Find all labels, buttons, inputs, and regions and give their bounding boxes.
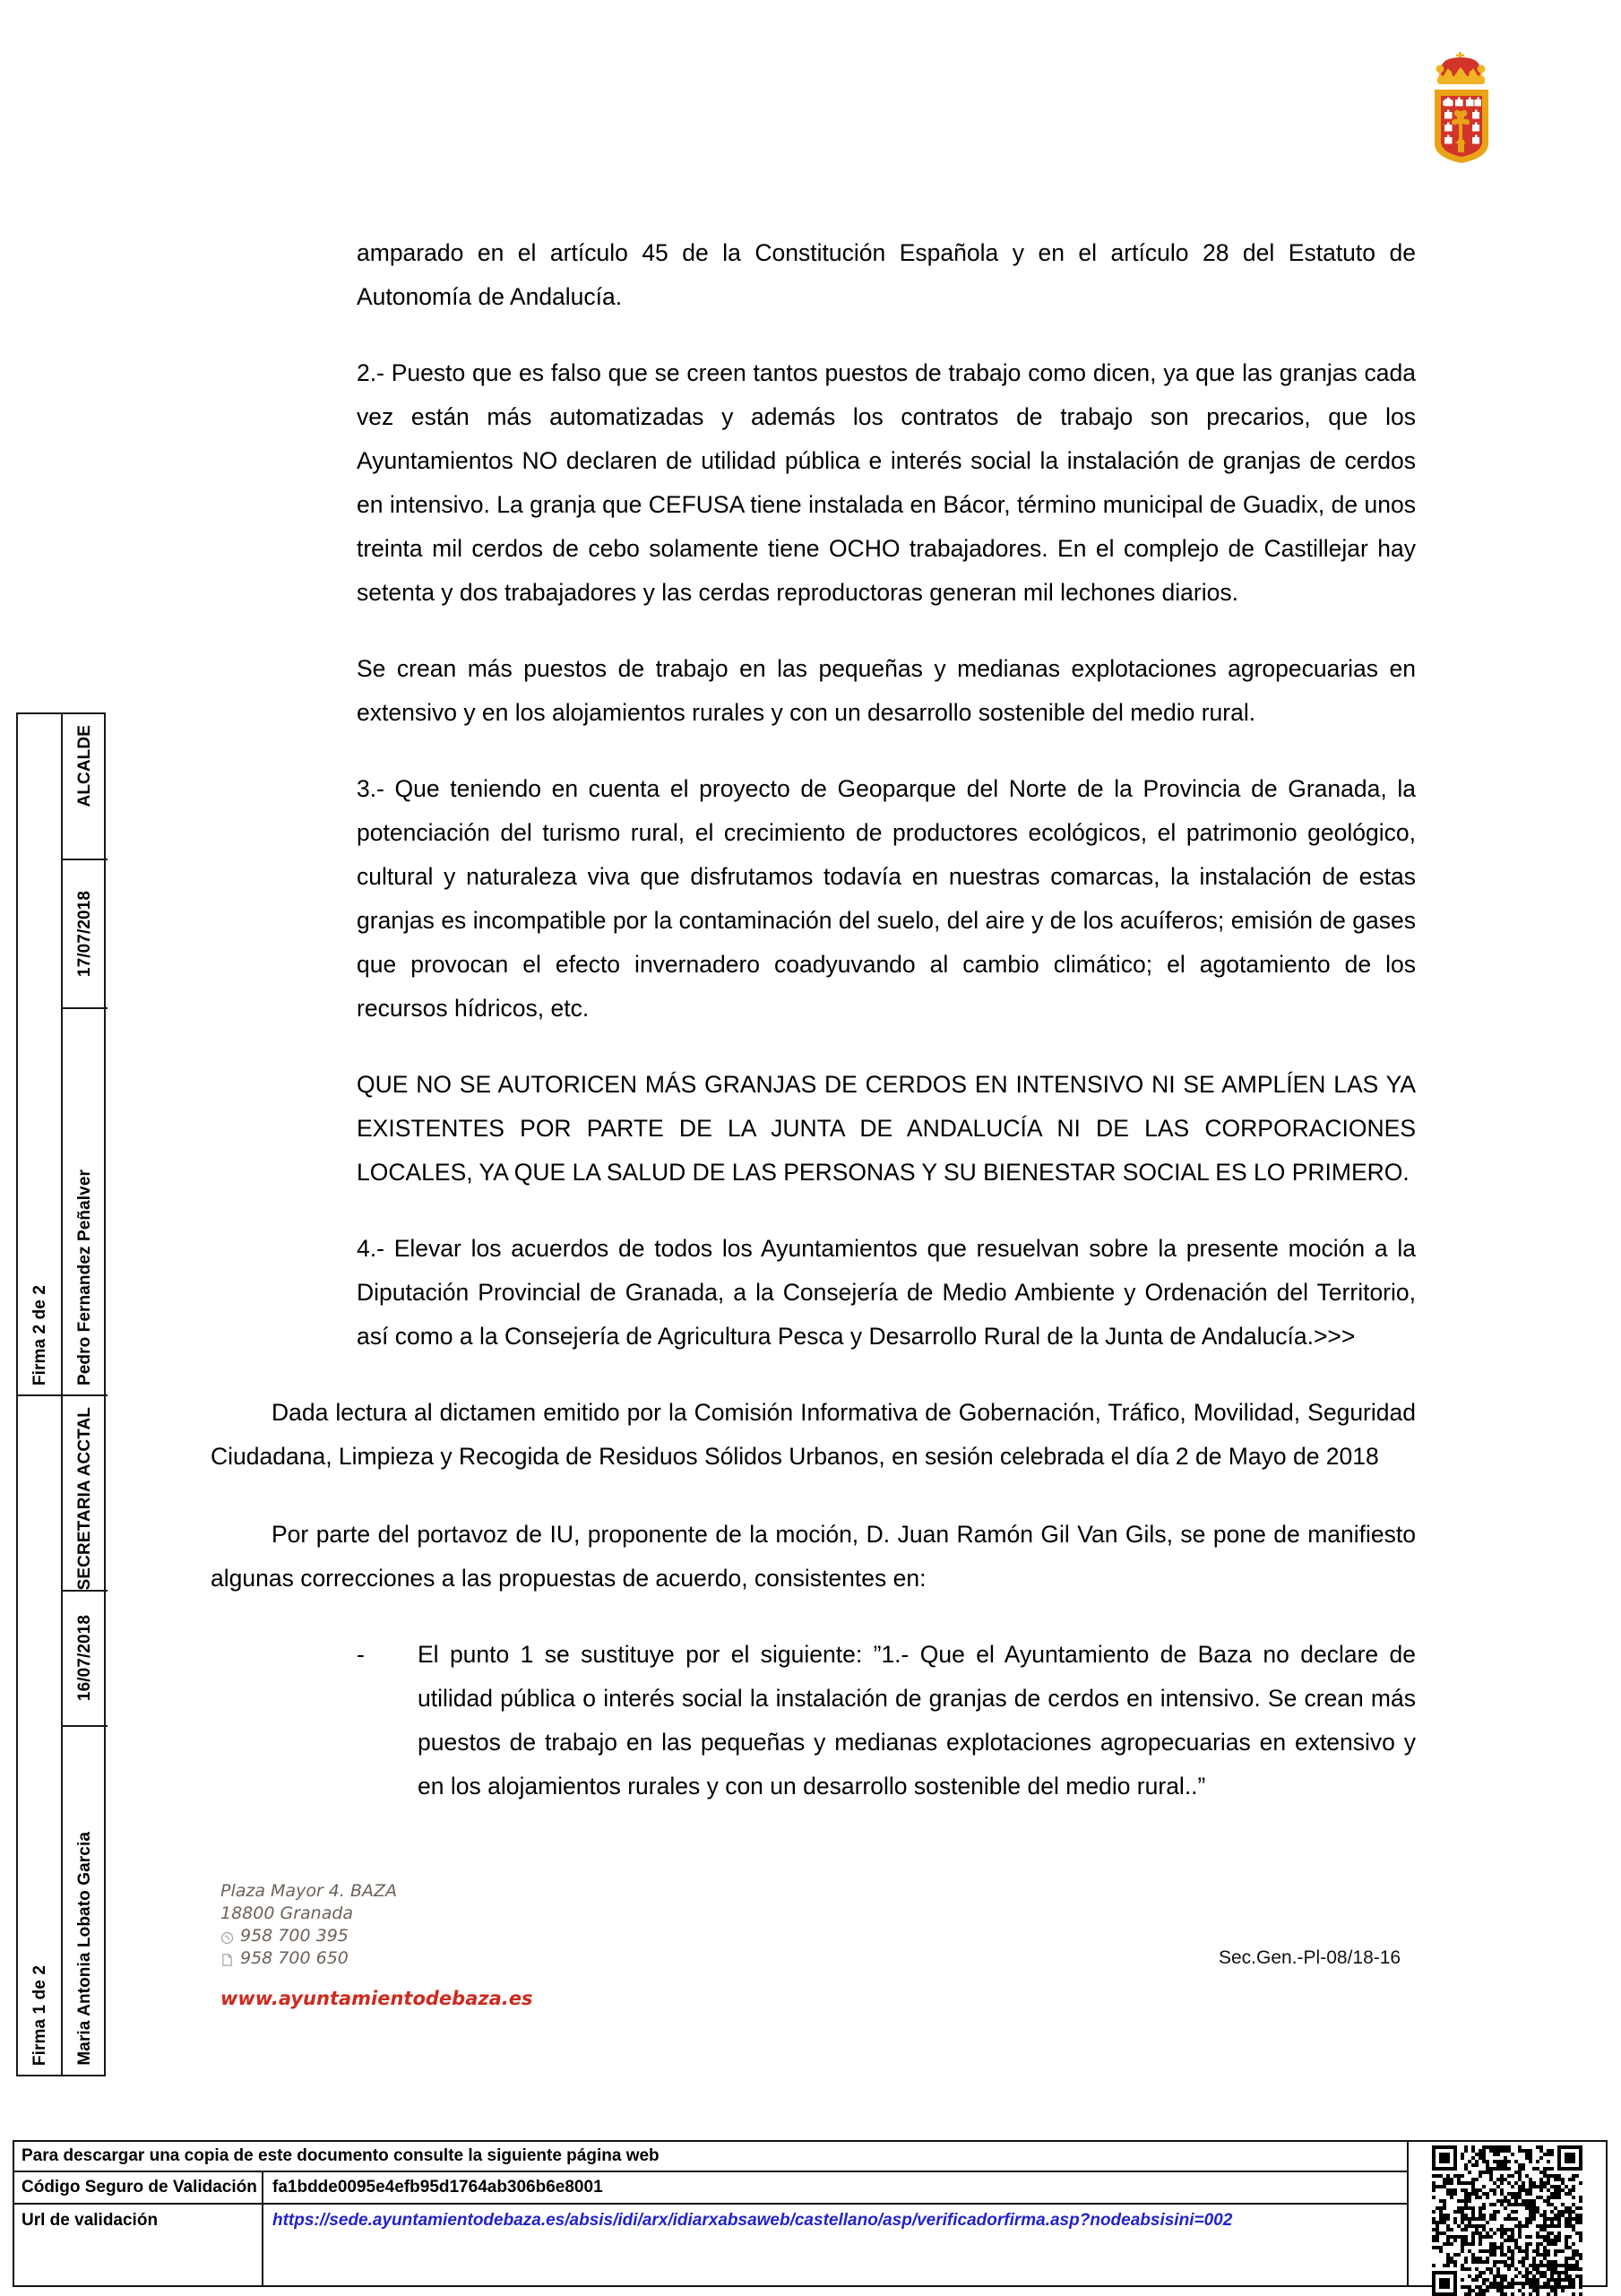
- signature-name-2: Pedro Fernandez Peñalver: [75, 1169, 94, 1385]
- signature-detail-cell-1: [63, 1396, 108, 2075]
- paragraph-punto-4: 4.- Elevar los acuerdos de todos los Ayuntamientos que resuelvan sobre la presente moción a la Diputación Provincial de Granada, a la Consejería de Medio Ambiente y Ordenación del Territorio, así como a la Consejería de Agricultura Pesca y Desarrollo Rural de la Junta de Andalucía.>>>: [357, 1235, 1416, 1350]
- signature-sidebar: [16, 712, 106, 2076]
- bullet-dash-icon: -: [357, 1641, 365, 1668]
- signature-block-1: [18, 1396, 108, 2075]
- paragraph-mayusculas: QUE NO SE AUTORICEN MÁS GRANJAS DE CERDOS EN INTENSIVO NI SE AMPLÍEN LAS YA EXISTENTES POR PARTE DE LA JUNTA DE ANDALUCÍA NI DE LAS CORPORACIONES LOCALES, YA QUE LA SALUD DE LAS PERSONAS Y SU BIENESTAR SOCIAL ES LO PRIMERO.: [357, 1071, 1416, 1186]
- signature-block-2: [18, 714, 108, 1396]
- phone-icon: [220, 1929, 235, 1945]
- coat-of-arms-icon: [1423, 47, 1500, 163]
- signature-name-cell-1: [63, 1727, 108, 2075]
- validation-url-row: [14, 2205, 1407, 2285]
- list-item: [357, 1633, 1416, 1808]
- paragraph-amparado: amparado en el artículo 45 de la Constitución Española y en el artículo 28 del Estatuto de Autonomía de Andalucía.: [357, 239, 1416, 310]
- document-reference-code: Sec.Gen.-Pl-08/18-16: [1219, 1947, 1401, 1968]
- signature-role-cell-2: [63, 714, 108, 859]
- validation-table: [13, 2140, 1409, 2287]
- signature-date-cell-1: [63, 1590, 108, 1726]
- validation-footer: [13, 2140, 1608, 2287]
- paragraph-punto-2: 2.- Puesto que es falso que se creen tantos puestos de trabajo como dicen, ya que las granjas cada vez están más automatizadas y además los contratos de trabajo son precarios, que los Ayuntamientos NO declaren de utilidad pública e interés social la instalación de granjas de cerdos en intensivo. La granja que CEFUSA tiene instalada en Bácor, término municipal de Guadix, de unos treinta mil cerdos de cebo solamente tiene OCHO trabajadores. En el complejo de Castillejar hay setenta y dos trabajadores y las cerdas reproductoras generan mil lechones diarios.: [357, 359, 1416, 606]
- signature-order-cell-2: [18, 714, 63, 1394]
- signature-role-1: SECRETARIA ACCTAL: [75, 1407, 94, 1591]
- qr-code-cell: [1409, 2140, 1608, 2287]
- signature-order-cell-1: [18, 1396, 63, 2075]
- paragraph-portavoz: Por parte del portavoz de IU, proponente de la moción, D. Juan Ramón Gil Van Gils, se pone de manifiesto algunas correcciones a las propuestas de acuerdo, consistentes en:: [211, 1521, 1416, 1592]
- address-street: Plaza Mayor 4. BAZA: [220, 1881, 398, 1901]
- validation-header-text: Para descargar una copia de este documento consulte la siguiente página web: [22, 2146, 660, 2165]
- address-fax-row: [220, 1947, 489, 1970]
- coat-of-arms: [1423, 47, 1500, 163]
- qr-code-icon: [1432, 2145, 1582, 2296]
- address-block: [220, 1880, 533, 2010]
- signature-detail-cell-2: [63, 714, 108, 1394]
- fax-document-icon: [220, 1951, 235, 1967]
- signature-name-cell-2: [63, 1009, 108, 1394]
- bullet-text-punto-1: El punto 1 se sustituye por el siguiente: ”1.- Que el Ayuntamiento de Baza no declare de utilidad pública o interés social la instalación de granjas de cerdos en intensivo. Se crean más puestos de trabajo en las pequeñas y medianas explotaciones agropecuarias en extensivo y en los alojamientos rurales y con un desarrollo sostenible del medio rural..”: [418, 1641, 1416, 1800]
- signature-date-cell-2: [63, 859, 108, 1009]
- signature-role-cell-1: [63, 1396, 108, 1590]
- document-body: [211, 231, 1416, 1835]
- paragraph-punto-3: 3.- Que teniendo en cuenta el proyecto de Geoparque del Norte de la Provincia de Granada, la potenciación del turismo rural, el crecimiento de productores ecológicos, el patrimonio geológico, cultural y naturaleza viva que disfrutamos todavía en nuestras comarcas, la instalación de estas granjas es incompatible por la contaminación del suelo, del aire y de los acuíferos; emisión de gases que provocan el efecto invernadero coadyuvando al cambio climático; el agotamiento de los recursos hídricos, etc.: [357, 775, 1416, 1022]
- address-city: 18800 Granada: [220, 1903, 354, 1923]
- url-value[interactable]: https://sede.ayuntamientodebaza.es/absis/idi/arx/idiarxabsaweb/castellano/asp/verificadorfirma.asp?nodeabsisini=002: [262, 2205, 1407, 2285]
- signature-role-2: ALCALDE: [75, 725, 94, 807]
- signature-date-2: 17/07/2018: [75, 890, 94, 978]
- signature-date-1: 16/07/2018: [75, 1615, 94, 1702]
- website-link[interactable]: www.ayuntamientodebaza.es: [220, 1988, 533, 2009]
- address-phone: 958 700 395: [240, 1926, 349, 1946]
- url-label: Url de validación: [22, 2211, 159, 2230]
- signature-order-2: Firma 2 de 2: [30, 1284, 49, 1385]
- validation-csv-row: [14, 2172, 1407, 2205]
- signature-name-1: Maria Antonia Lobato Garcia: [75, 1832, 94, 2066]
- paragraph-se-crean: Se crean más puestos de trabajo en las pequeñas y medianas explotaciones agropecuarias en extensivo y en los alojamientos rurales y con un desarrollo sostenible del medio rural.: [357, 655, 1416, 726]
- paragraph-dada-lectura: Dada lectura al dictamen emitido por la Comisión Informativa de Gobernación, Tráfico, Movilidad, Seguridad Ciudadana, Limpieza y Recogida de Residuos Sólidos Urbanos, en sesión celebrada el día 2 de Mayo de 2018: [211, 1399, 1416, 1470]
- address-phone-row: [220, 1925, 489, 1947]
- csv-value: fa1bdde0095e4efb95d1764ab306b6e8001: [262, 2172, 1407, 2203]
- address-fax: 958 700 650: [240, 1948, 349, 1968]
- signature-order-1: Firma 1 de 2: [30, 1964, 49, 2066]
- csv-label: Código Seguro de Validación: [22, 2178, 257, 2197]
- validation-header-row: [14, 2142, 1407, 2172]
